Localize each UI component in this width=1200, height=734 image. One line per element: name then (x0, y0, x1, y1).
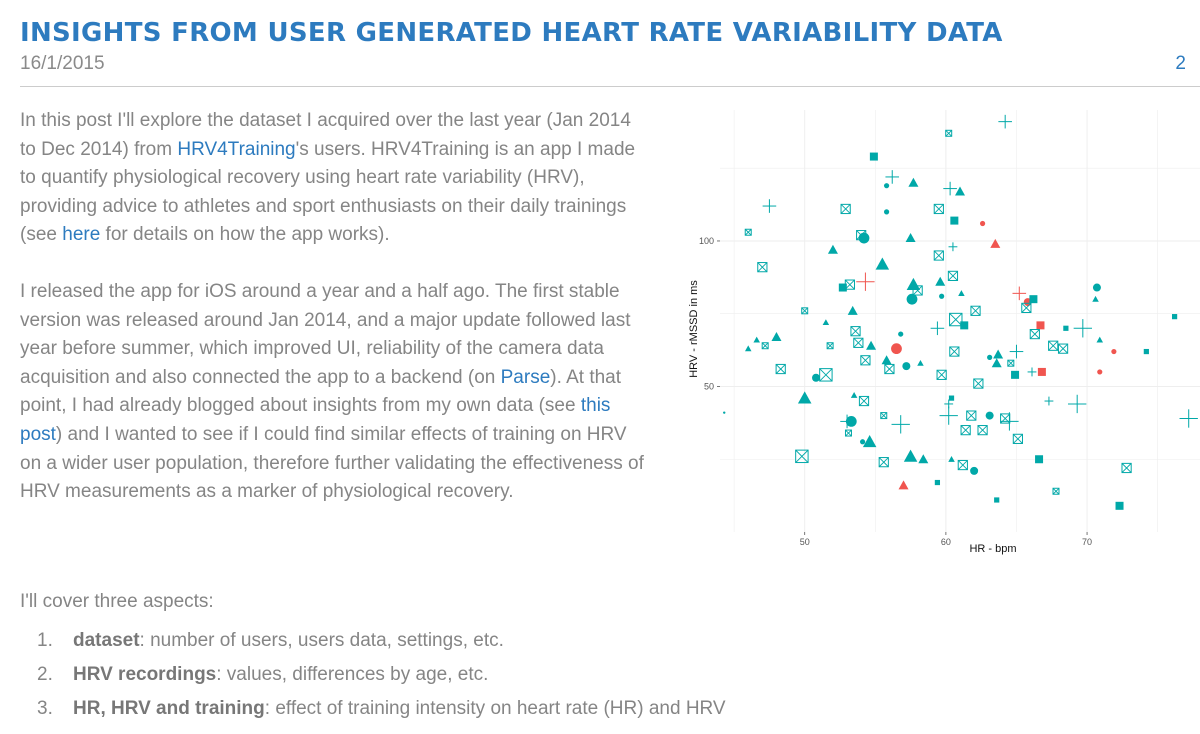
data-point (885, 170, 899, 184)
y-tick-label: 50 (703, 381, 714, 392)
data-point (918, 454, 928, 463)
data-point (881, 413, 887, 419)
chart-points (723, 115, 1198, 510)
data-point (1029, 295, 1037, 303)
data-point (860, 439, 865, 444)
data-point (851, 327, 860, 336)
data-point (1144, 349, 1149, 354)
data-point (753, 337, 760, 343)
list-item: 3. HR, HRV and training: effect of training intensity on heart rate (HR) and HRV (37, 698, 726, 719)
data-point (776, 364, 785, 373)
data-point (955, 186, 965, 195)
data-point (1012, 287, 1026, 301)
aspects-intro: I'll cover three aspects: (20, 591, 214, 612)
data-point (1038, 368, 1046, 376)
data-point (904, 450, 918, 462)
data-point (1111, 349, 1116, 354)
data-point (859, 396, 868, 405)
data-point (992, 358, 1002, 367)
comments-count-link[interactable]: 2 (1175, 53, 1186, 74)
data-point (1013, 434, 1022, 443)
data-point (960, 321, 968, 329)
post-date: 16/1/2015 (20, 53, 105, 74)
data-point (758, 263, 767, 272)
data-point (967, 411, 976, 420)
data-point (946, 130, 952, 136)
hrv-scatter-chart (680, 92, 1200, 562)
data-point (971, 306, 980, 315)
here-link[interactable]: here (62, 224, 101, 246)
data-point (1000, 412, 1018, 430)
data-point (1011, 371, 1019, 379)
x-tick-label: 50 (799, 537, 810, 547)
data-point (1036, 321, 1044, 329)
data-point (1063, 326, 1068, 331)
data-point (1049, 341, 1058, 350)
data-point (935, 277, 945, 286)
data-point (812, 374, 820, 382)
data-point (885, 364, 894, 373)
data-point (950, 217, 958, 225)
data-point (1116, 502, 1124, 510)
data-point (879, 458, 888, 467)
y-axis-label: HRV - rMSSD in ms (688, 280, 700, 378)
aspects-list (37, 629, 726, 731)
data-point (958, 290, 965, 296)
data-point (771, 332, 781, 341)
data-point (987, 355, 992, 360)
data-point (882, 355, 892, 364)
data-point (866, 341, 876, 350)
data-point (908, 178, 918, 187)
data-point (934, 204, 943, 213)
header-divider (20, 86, 1200, 87)
data-point (1180, 409, 1198, 427)
data-point (841, 204, 850, 213)
y-tick-label: 100 (698, 235, 714, 246)
data-point (884, 209, 889, 214)
data-point (935, 480, 940, 485)
data-point (978, 426, 987, 435)
data-point (1097, 369, 1102, 374)
data-point (876, 257, 890, 269)
data-point (898, 331, 903, 336)
paragraph-intro: In this post I'll explore the dataset I acquired over the last year (Jan 2014 to Dec 2014) from HRV4Training's users. HRV4Training is an app I made to quantify physiological recovery using heart rate variability (HRV), providing advice to athletes and sport enthusiasts on their daily trainings (see here for details on how the app works). (20, 110, 636, 246)
data-point (1045, 397, 1054, 406)
data-point (937, 370, 946, 379)
paragraph-release: I released the app for iOS around a year and a half ago. The first stable version was released around Jan 2014, and a major update followed last year before summer, which improved UI, reliability of the camera data acquisition and also connected the app to a backend (on Parse). At that point, I had already blogged about insights from my own data (see this post) and I wanted to see if I could find similar effects of training on HRV on a wider user population, therefore further validating the effectiveness of HRV measurements as a marker of physiological recovery. (20, 280, 644, 503)
data-point (948, 271, 957, 280)
data-point (906, 233, 916, 242)
data-point (1122, 463, 1131, 472)
data-point (949, 396, 954, 401)
data-point (763, 199, 777, 213)
data-point (848, 306, 858, 315)
data-point (796, 450, 808, 462)
data-point (1008, 360, 1014, 366)
data-point (745, 345, 752, 351)
data-point (1172, 314, 1177, 319)
data-point (986, 412, 994, 420)
data-point (939, 294, 944, 299)
data-point (958, 460, 967, 469)
data-point (1058, 344, 1067, 353)
chart-ticks (699, 236, 1092, 547)
data-point (762, 343, 768, 349)
list-item: 2. HRV recordings: values, differences by age, etc. (37, 664, 489, 685)
data-point (845, 430, 851, 436)
data-point (990, 239, 1000, 248)
post-title: INSIGHTS FROM USER GENERATED HEART RATE VARIABILITY DATA (20, 18, 1003, 48)
data-point (723, 411, 725, 413)
data-point (870, 153, 878, 161)
data-point (1053, 488, 1059, 494)
chart-grid (720, 110, 1200, 532)
hrv4training-link[interactable]: HRV4Training (177, 138, 296, 160)
data-point (1010, 345, 1024, 359)
list-item: 1. dataset: number of users, users data, settings, etc. (37, 630, 504, 651)
data-point (950, 347, 959, 356)
data-point (1028, 368, 1037, 377)
data-point (828, 245, 838, 254)
x-axis-label: HR - bpm (969, 543, 1017, 555)
data-point (856, 273, 874, 291)
data-point (948, 456, 955, 462)
post-body (20, 107, 645, 507)
data-point (1093, 284, 1101, 292)
data-point (934, 251, 943, 260)
data-point (980, 221, 985, 226)
x-tick-label: 70 (1082, 537, 1093, 547)
data-point (859, 233, 870, 244)
data-point (961, 426, 970, 435)
data-point (1097, 337, 1104, 343)
data-point (1074, 319, 1092, 337)
data-point (745, 229, 751, 235)
data-point (931, 321, 945, 335)
data-point (902, 362, 910, 370)
data-point (851, 392, 858, 398)
data-point (1030, 329, 1039, 338)
data-point (993, 349, 1003, 358)
data-point (892, 415, 910, 433)
data-point (827, 343, 833, 349)
data-point (823, 319, 830, 325)
data-point (891, 343, 902, 354)
data-point (943, 182, 957, 196)
data-point (970, 467, 978, 475)
this-post-link[interactable]: this post (20, 395, 611, 445)
data-point (899, 480, 909, 489)
data-point (854, 338, 863, 347)
data-point (998, 115, 1012, 129)
data-point (1068, 395, 1086, 413)
data-point (861, 356, 870, 365)
data-point (1092, 296, 1099, 302)
data-point (820, 369, 832, 381)
x-tick-label: 60 (940, 537, 951, 547)
data-point (950, 313, 962, 325)
data-point (884, 183, 889, 188)
data-point (949, 242, 958, 251)
data-point (1035, 455, 1043, 463)
parse-link[interactable]: Parse (500, 366, 551, 388)
data-point (846, 416, 857, 427)
data-point (798, 391, 812, 403)
data-point (917, 360, 924, 366)
data-point (994, 497, 999, 502)
data-point (940, 406, 958, 424)
data-point (907, 294, 918, 305)
